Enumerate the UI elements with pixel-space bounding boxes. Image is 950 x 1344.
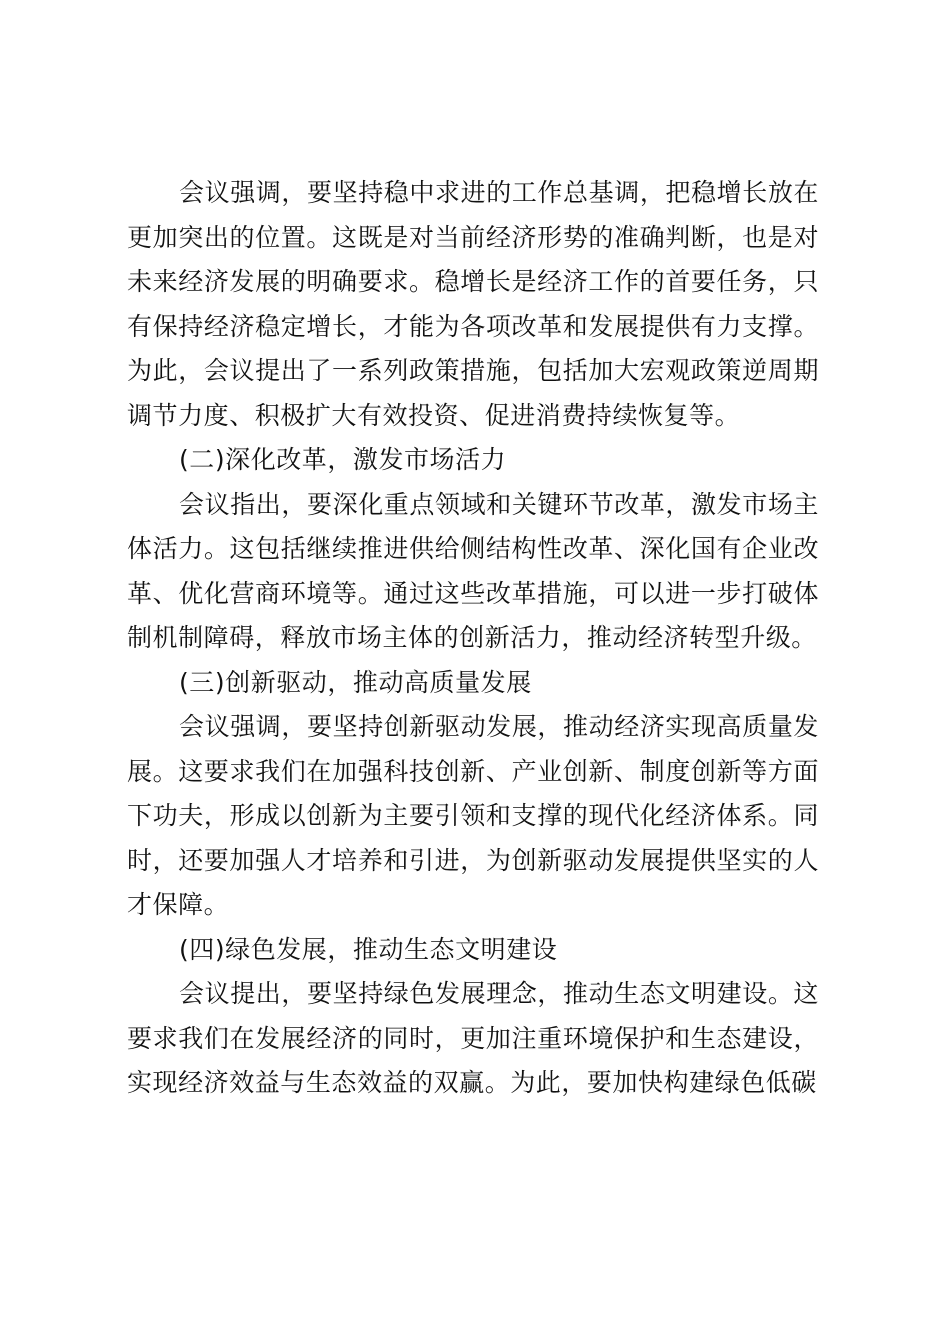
document-body (127, 171, 819, 1106)
section-heading-3: (三)创新驱动，推动高质量发展 (179, 667, 532, 697)
paragraph-innovation: 会议强调，要坚持创新驱动发展，推动经济实现高质量发展。这要求我们在加强科技创新、产业创新、制度创新等方面下功夫，形成以创新为主要引领和支撑的现代化经济体系。同时，还要加强人才培养和引进，为创新驱动发展提供坚实的人才保障。 (127, 712, 819, 919)
section-heading-4: (四)绿色发展，推动生态文明建设 (179, 934, 558, 964)
paragraph-green-development: 会议提出，要坚持绿色发展理念，推动生态文明建设。这要求我们在发展经济的同时，更加注重环境保护和生态建设，实现经济效益与生态效益的双赢。为此，要加快构建绿色低碳 (127, 979, 819, 1097)
section-heading-2: (二)深化改革，激发市场活力 (179, 445, 507, 474)
paragraph-reform: 会议指出，要深化重点领域和关键环节改革，激发市场主体活力。这包括继续推进供给侧结构性改革、深化国有企业改革、优化营商环境等。通过这些改革措施，可以进一步打破体制机制障碍，释放市场主体的创新活力，推动经济转型升级。 (127, 489, 819, 652)
paragraph-stable-growth: 会议强调，要坚持稳中求进的工作总基调，把稳增长放在更加突出的位置。这既是对当前经济形势的准确判断，也是对未来经济发展的明确要求。稳增长是经济工作的首要任务，只有保持经济稳定增长，才能为各项改革和发展提供有力支撑。为此，会议提出了一系列政策措施，包括加大宏观政策逆周期调节力度、积极扩大有效投资、促进消费持续恢复等。 (127, 178, 819, 430)
